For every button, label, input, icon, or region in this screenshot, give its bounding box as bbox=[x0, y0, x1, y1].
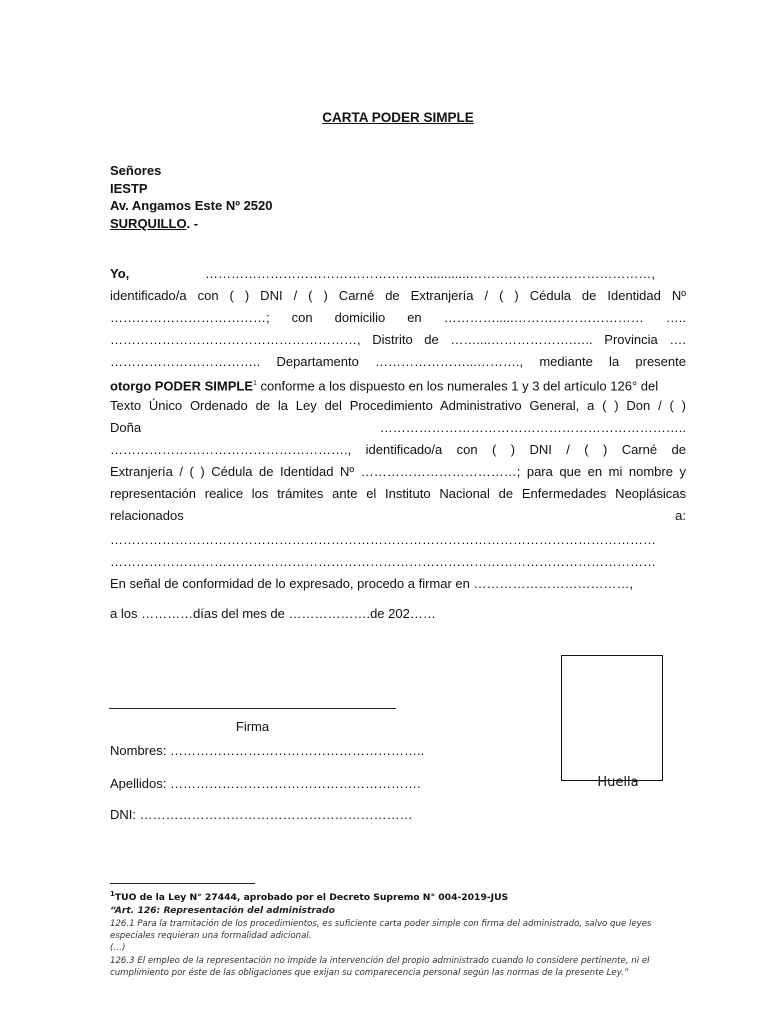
footnote-rule bbox=[110, 883, 255, 884]
footnote-paragraph-3: 126.3 El empleo de la representación no impide la intervención del propio administrado cuando lo considere pertinente, ni el cumplimiento por éste de las obligaciones que exijan su comparecencia personal según las normas de la presente Ley.” bbox=[110, 956, 650, 978]
footnote-reference bbox=[110, 889, 686, 904]
body-line-12 bbox=[110, 506, 686, 526]
addressee-line-1: Señores bbox=[110, 163, 162, 178]
body-line-4: …………………………………………………, Distrito de ……....……………….….. Provincia …. bbox=[110, 332, 686, 347]
body-line-3: ………………………………; con domicilio en ………….....………………………… ….. bbox=[110, 310, 686, 325]
footnote-ref-marker: 1 bbox=[253, 380, 257, 387]
body-line-14: ……………………………………………………………………………………………………………… bbox=[110, 554, 656, 569]
body-line-6-rest: conforme a los dispuesto en los numerales 1 y 3 del artículo 126° del bbox=[256, 378, 659, 394]
body-line-5: …………………………….. Departamento …………………...………., mediante la presente bbox=[110, 354, 686, 369]
body-line-2: identificado/a con ( ) DNI / ( ) Carné de Extranjería / ( ) Cédula de Identidad Nº bbox=[110, 288, 686, 303]
addressee-city-suffix: . - bbox=[186, 215, 199, 231]
body-line-7: Texto Único Ordenado de la Ley del Procedimiento Administrativo General, a ( ) Don / ( ) bbox=[110, 398, 686, 413]
body-line-10: Extranjería / ( ) Cédula de Identidad Nº ………………………………; para que en mi nombre y bbox=[110, 464, 686, 479]
poder-simple-bold: otorgo PODER SIMPLE bbox=[110, 378, 253, 394]
signature-line bbox=[109, 708, 396, 709]
fingerprint-box bbox=[561, 655, 663, 781]
dni-field: DNI: ……………………………………………………… bbox=[110, 807, 413, 822]
addressee-block bbox=[110, 162, 273, 232]
relacionados-label: relacionados bbox=[110, 508, 184, 523]
body-line-9: ………………………………………………., identificado/a con ( ) DNI / ( ) Carné de bbox=[110, 442, 686, 457]
addressee-line-3: Av. Angamos Este Nº 2520 bbox=[110, 198, 273, 213]
body-line-11: representación realice los trámites ante el Instituto Nacional de Enfermedades Neoplásicas bbox=[110, 486, 686, 501]
footnote-number: 1 bbox=[110, 890, 115, 898]
name-dots: ……………………………………………............……………………………………, bbox=[205, 266, 655, 281]
body-line-1 bbox=[110, 264, 686, 284]
dona-label: Doña bbox=[110, 420, 142, 435]
relacionados-a: a: bbox=[675, 508, 686, 523]
footnote-paragraph-1: 126.1 Para la tramitación de los procedimientos, es suficiente carta poder simple con firma del administrado, salvo que leyes especiales requieran una formalidad adicional. bbox=[110, 919, 652, 941]
addressee-line-2: IESTP bbox=[110, 180, 148, 196]
addressee-city: SURQUILLO bbox=[110, 215, 187, 231]
apellidos-field: Apellidos: …………………………………………………. bbox=[110, 776, 421, 791]
firma-label: Firma bbox=[235, 719, 270, 734]
document-title: CARTA PODER SIMPLE bbox=[322, 110, 474, 125]
huella-label: Huella bbox=[597, 775, 639, 790]
body-line-6 bbox=[110, 374, 686, 394]
nombres-field: Nombres: ………………………………………………….. bbox=[110, 743, 425, 758]
footnote-law: TUO de la Ley N° 27444, aprobado por el Decreto Supremo N° 004-2019-JUS bbox=[114, 892, 509, 904]
addressee-city-line bbox=[110, 215, 273, 233]
body-line-15: En señal de conformidad de lo expresado, procedo a firmar en ………………………………, bbox=[110, 576, 634, 591]
footnote-article: “Art. 126: Representación del administrado bbox=[110, 905, 335, 916]
body-line-13: ……………………………………………………………………………………………………………… bbox=[110, 532, 656, 547]
dona-dots: …………………………………………………………….. bbox=[379, 420, 686, 435]
body-line-8 bbox=[110, 418, 686, 438]
body-line-16: a los …………días del mes de ……………….de 202…… bbox=[110, 606, 436, 621]
footnote-ellipsis: (…) bbox=[110, 943, 126, 953]
yo-label: Yo, bbox=[110, 266, 130, 281]
